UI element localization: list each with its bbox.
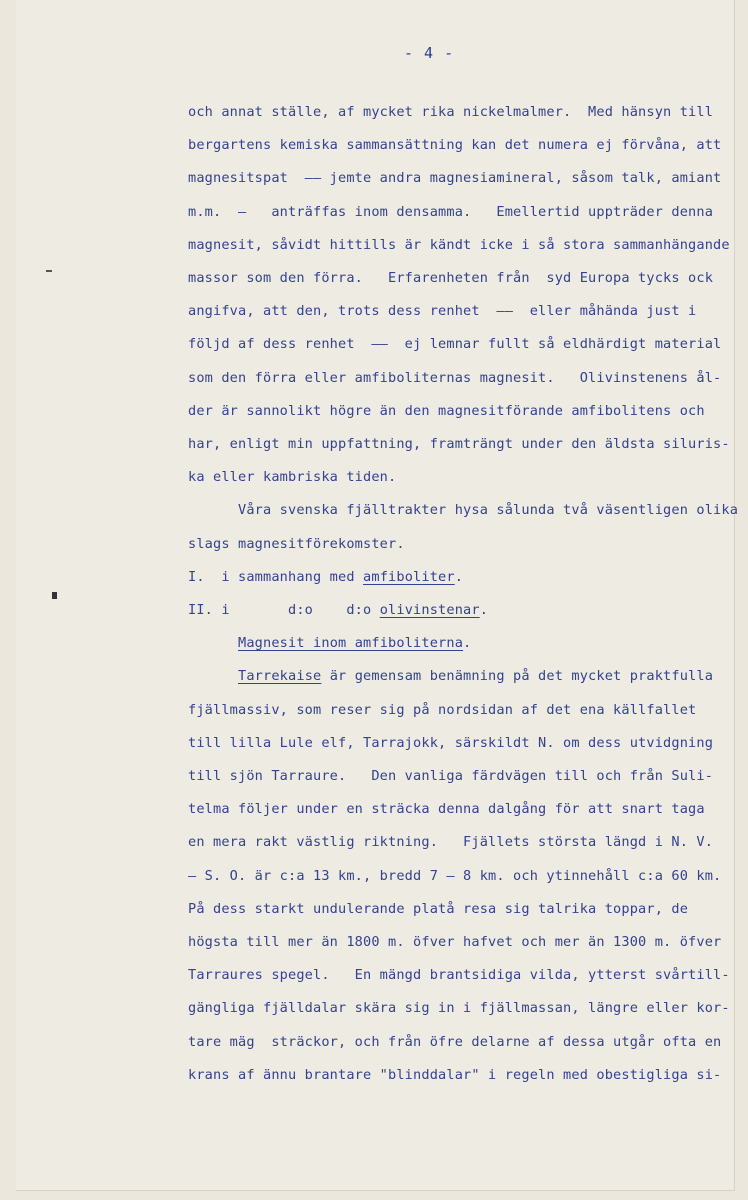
- text-line: [188, 104, 713, 120]
- text-line: [188, 536, 405, 552]
- margin-dot-mark: [52, 592, 57, 599]
- text-line: [188, 901, 688, 917]
- text-segment: m.m. — anträffas inom densamma. Emellertid uppträder denna: [188, 203, 714, 220]
- text-line: [188, 1000, 730, 1016]
- text-line: [188, 569, 463, 585]
- text-segment: slags magnesitförekomster.: [188, 535, 405, 552]
- text-segment: Våra svenska fjälltrakter hysa sålunda två väsentligen olika: [188, 502, 739, 519]
- text-segment: gängliga fjälldalar skära sig in i fjällmassan, längre eller kor-: [188, 1000, 730, 1017]
- text-segment: är gemensam benämning på det mycket praktfulla: [321, 668, 714, 685]
- underlined-text: Magnesit inom amfiboliterna: [238, 635, 464, 652]
- text-segment: fjällmassiv, som reser sig på nordsidan af det ena källfallet: [188, 701, 697, 718]
- text-segment: till lilla Lule elf, Tarrajokk, särskildt N. om dess utvidgning: [188, 734, 714, 751]
- text-line: [188, 967, 730, 983]
- text-segment: På dess starkt undulerande platå resa sig talrika toppar, de: [188, 900, 689, 917]
- text-line: [188, 237, 730, 253]
- text-line: [188, 834, 713, 850]
- text-segment: krans af ännu brantare "blinddalar" i regeln med obestigliga si-: [188, 1066, 722, 1083]
- text-segment: II. i d:o d:o: [188, 602, 380, 618]
- text-line: [188, 270, 713, 286]
- text-segment: — S. O. är c:a 13 km., bredd 7 — 8 km. och ytinnehåll c:a 60 km.: [188, 867, 722, 884]
- text-line: [188, 668, 713, 684]
- text-line: [188, 934, 721, 950]
- text-segment: angifva, att den, trots dess renhet —— eller måhända just i: [188, 303, 697, 320]
- text-line: [188, 635, 471, 651]
- text-line: [188, 204, 713, 220]
- text-segment: .: [463, 635, 472, 652]
- text-segment: tare mäg sträckor, och från öfre delarne af dessa utgår ofta en: [188, 1033, 722, 1050]
- text-line: [188, 469, 396, 485]
- text-segment: I. i sammanhang med: [188, 568, 364, 585]
- text-segment: ka eller kambriska tiden.: [188, 469, 397, 486]
- text-line: [188, 137, 721, 153]
- text-segment: .: [479, 602, 489, 618]
- underlined-text: Tarrekaise: [238, 668, 322, 685]
- underlined-text: amfiboliter: [363, 568, 455, 585]
- text-line: [188, 702, 696, 718]
- margin-dash-mark: [46, 270, 52, 272]
- text-segment: bergartens kemiska sammansättning kan det numera ej förvåna, att: [188, 137, 722, 154]
- text-segment: .: [454, 568, 464, 585]
- page-number: - 4 -: [404, 44, 455, 62]
- text-segment: [188, 668, 238, 684]
- text-line: [188, 170, 721, 186]
- text-segment: och annat ställe, af mycket rika nickelmalmer. Med hänsyn till: [188, 104, 714, 120]
- text-line: [188, 303, 696, 319]
- text-segment: en mera rakt västlig riktning. Fjällets största längd i N. V.: [188, 834, 714, 851]
- text-segment: [188, 635, 238, 651]
- text-line: [188, 370, 721, 386]
- text-line: [188, 502, 738, 518]
- text-line: [188, 735, 713, 751]
- text-line: [188, 868, 721, 884]
- text-segment: magnesit, såvidt hittills är kändt icke i så stora sammanhängande: [188, 236, 730, 253]
- text-segment: högsta till mer än 1800 m. öfver hafvet och mer än 1300 m. öfver: [188, 934, 722, 950]
- text-segment: magnesitspat —— jemte andra magnesiamineral, såsom talk, amiant: [188, 170, 722, 187]
- text-line: [188, 768, 713, 784]
- text-segment: telma följer under en sträcka denna dalgång för att snart taga: [188, 801, 705, 818]
- text-line: [188, 801, 705, 817]
- underlined-text: olivinstenar: [379, 602, 480, 618]
- text-segment: massor som den förra. Erfarenheten från syd Europa tycks ock: [188, 270, 714, 286]
- text-segment: till sjön Tarraure. Den vanliga färdvägen till och från Suli-: [188, 768, 714, 784]
- text-line: [188, 403, 705, 419]
- text-line: [188, 1067, 721, 1083]
- text-segment: som den förra eller amfiboliternas magnesit. Olivinstenens ål-: [188, 369, 722, 386]
- text-segment: har, enligt min uppfattning, framträngt under den äldsta siluris-: [188, 436, 730, 452]
- text-segment: der är sannolikt högre än den magnesitförande amfibolitens och: [188, 402, 705, 419]
- text-line: [188, 336, 721, 352]
- text-segment: Tarraures spegel. En mängd brantsidiga vilda, ytterst svårtill-: [188, 967, 730, 984]
- paper-sheet: [16, 0, 739, 1191]
- text-segment: följd af dess renhet —— ej lemnar fullt så eldhärdigt material: [188, 336, 722, 353]
- text-line: [188, 602, 488, 618]
- text-line: [188, 436, 730, 452]
- text-line: [188, 1034, 721, 1050]
